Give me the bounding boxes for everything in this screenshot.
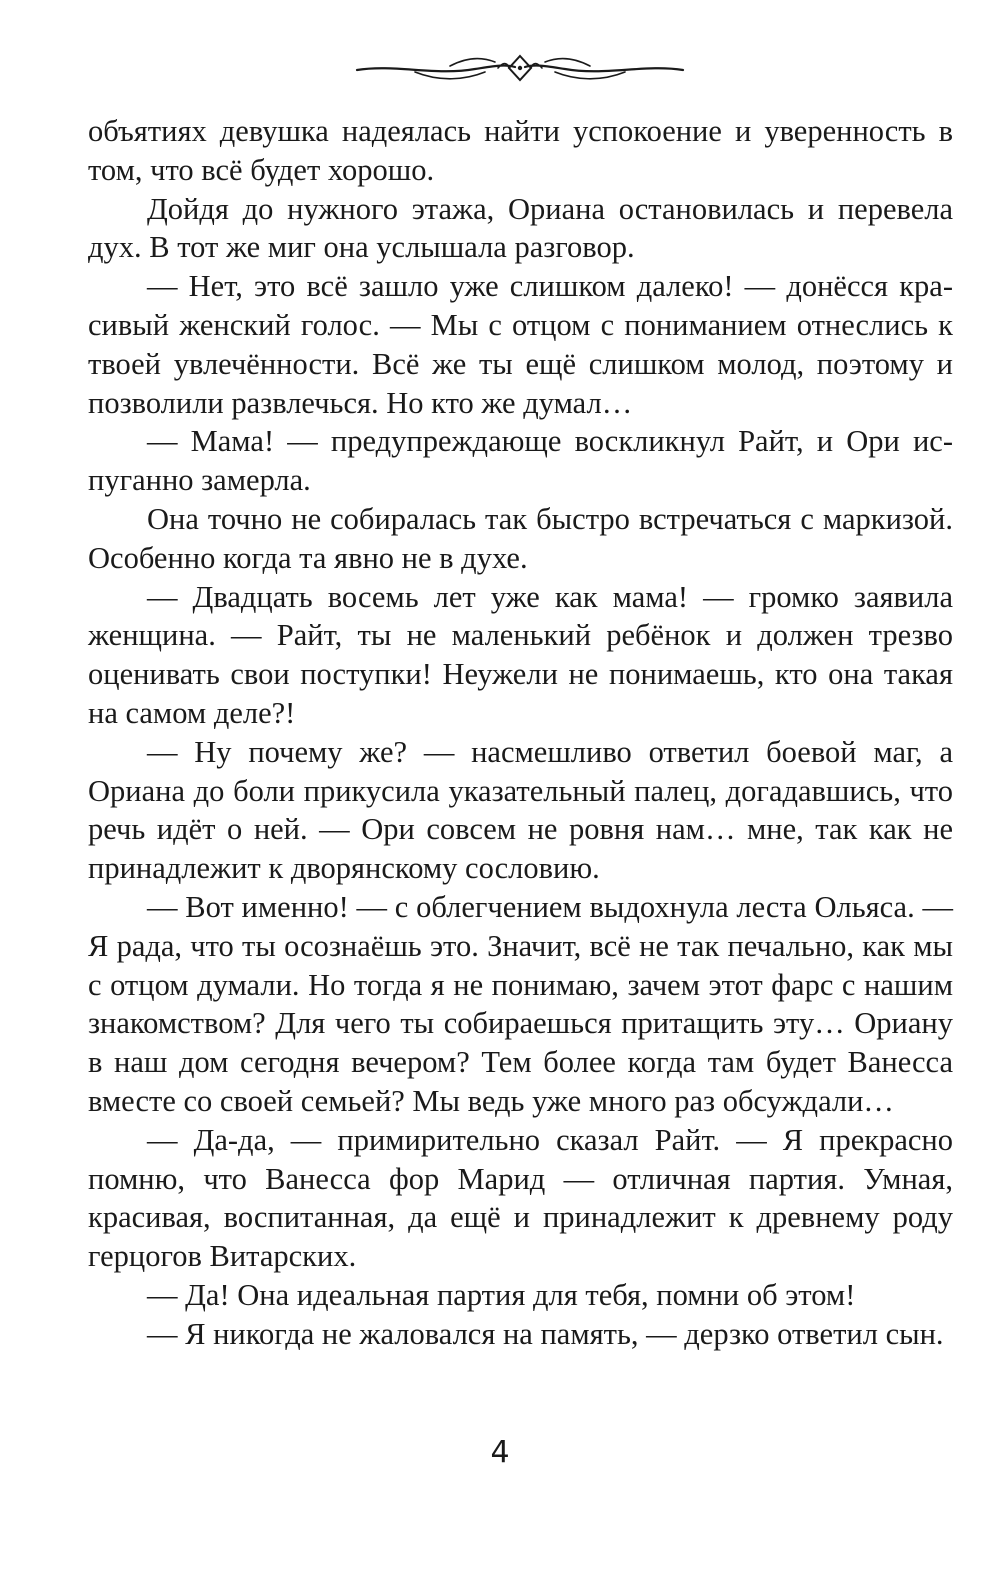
paragraph: — Мама! — предупреждающе воскликнул Райт, и Ори испуганно замерла. <box>88 424 953 498</box>
paragraph: Она точно не собиралась так быстро встречаться с маркизой. Особенно когда та явно не в духе. <box>88 501 953 575</box>
body-text <box>88 112 953 1354</box>
paragraph: Дойдя до нужного этажа, Ориана остановилась и перевела дух. В тот же миг она услышала разговор. <box>88 191 953 265</box>
paragraph: — Да! Она идеальная партия для тебя, помни об этом! <box>147 1277 856 1312</box>
paragraph: объятиях девушка надеялась найти успокоение и уверенность в том, что всё будет хорошо. <box>88 114 953 187</box>
paragraph: — Ну почему же? — насмешливо ответил боевой маг, а Ориана до боли прикусила указательный палец, догадавшись, что речь идёт о ней. — Ори совсем не ровня нам… мне, так как не принадлежит к дворянскому сословию. <box>88 734 953 886</box>
ornament-divider-icon <box>355 42 685 92</box>
page-number: 4 <box>490 1435 510 1470</box>
paragraph: — Я никогда не жаловался на память, — дерзко ответил сын. <box>147 1316 944 1351</box>
paragraph: — Нет, это всё зашло уже слишком далеко! — донёсся красивый женский голос. — Мы с отцом с пониманием отнеслись к твоей увлечённости. Всё же ты ещё слишком молод, поэтому и позволили развлечься. Но кто же думал… <box>88 269 953 420</box>
paragraph: — Да-да, — примирительно сказал Райт. — Я прекрасно помню, что Ванесса фор Марид — отличная партия. Умная, красивая, воспитанная, да ещё и принадлежит к древнему роду герцогов Витарских. <box>88 1122 953 1274</box>
paragraph: — Двадцать восемь лет уже как мама! — громко заявила женщина. — Райт, ты не маленький ребёнок и должен трезво оценивать свои поступки! Неужели не понимаешь, кто она такая на самом деле?! <box>88 579 953 730</box>
paragraph: — Вот именно! — с облегчением выдохнула леста Ольяса. — Я рада, что ты осознаёшь это. Значит, всё не так печально, как мы с отцом думали. Но тогда я не понимаю, зачем этот фарс с нашим знакомством? Для чего ты собираешься притащить эту… Ориану в наш дом сегодня вечером? Тем более когда там будет Ванесса вместе со своей семьей? Мы ведь уже много раз обсуждали… <box>88 889 953 1118</box>
